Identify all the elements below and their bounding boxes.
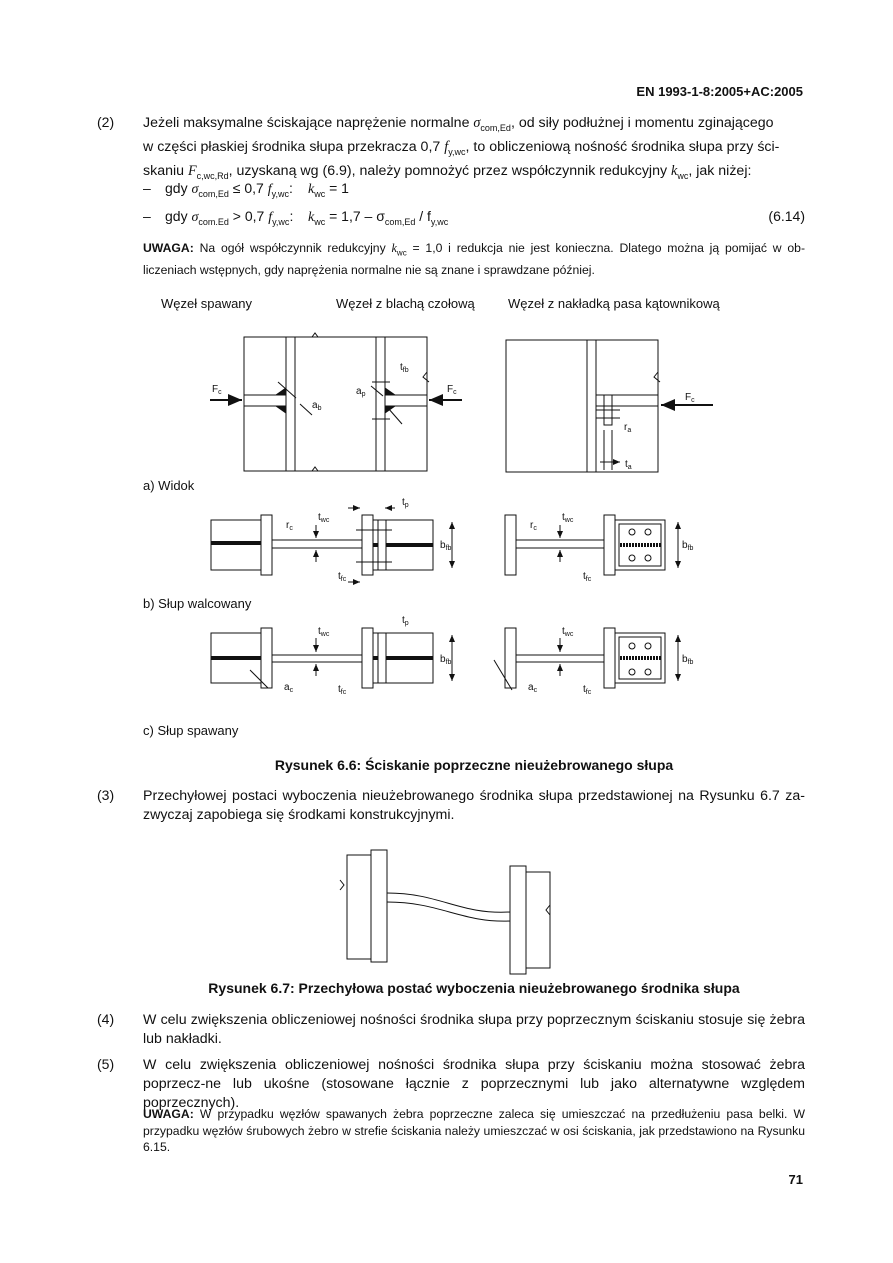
note-2: UWAGA: W przypadku węzłów spawanych żebra poprzeczne zaleca się umieszczać na przedłużeniu pasa belki. W przypadku węzłów śrubowych żebro w strefie ściskania należy umieszczać w osi ściskania, jak przedstawiono na Rysunku 6.15. <box>143 1107 805 1154</box>
svg-text:tfc: $t_{fc}$ <box>583 571 592 583</box>
para-3-text: Przechyłowej postaci wyboczenia nieużebrowanego środnika słupa przedstawionej na Rysunku 6.7 za-zwyczaj zapobiega się środkami konstrukcyjnymi. <box>143 788 805 823</box>
case-1: – gdy $\sigma_{com,Ed} \le 0,7$ $f_{y,wc}$: $k_{wc} = 1$ <box>143 180 349 199</box>
case-2: – gdy $\sigma_{com.Ed} > 0,7$ $f_{y,wc}$: $k_{wc} = 1,7 - \sigma_{com,Ed} / f_{y,wc}$ (6.14) <box>143 208 805 227</box>
svg-text:twc: $t_{wc}$ <box>318 512 330 524</box>
para-number: (2) <box>97 114 115 130</box>
fig66-col-title: Węzeł spawany <box>161 296 253 311</box>
svg-text:tp: $t_p$ <box>402 615 409 627</box>
svg-text:bfb: $b_{fb}$ <box>682 654 694 666</box>
svg-text:bfb: $b_{fb}$ <box>440 654 452 666</box>
figure-6-7-drawing <box>340 850 550 974</box>
para-5-text: W celu zwiększenia obliczeniowej nośności środnika słupa przy ściskaniu można stosować żebra poprzecz-ne lub ukośne (stosowane łącznie z poprzecznymi lub jako alternatywne względem poprzecznych). <box>143 1057 805 1111</box>
svg-text:twc: $t_{wc}$ <box>562 512 574 524</box>
svg-text:rc: $r_c$ <box>530 520 537 532</box>
svg-text:ac: $a_c$ <box>528 682 538 694</box>
svg-text:ab: $a_b$ <box>312 400 322 412</box>
svg-text:Fc: $F_c$ <box>447 384 457 396</box>
svg-text:ac: $a_c$ <box>284 682 294 694</box>
figure-6-6-caption: Rysunek 6.6: Ściskanie poprzeczne nieużebrowanego słupa <box>274 757 674 773</box>
svg-text:tfc: $t_{fc}$ <box>583 684 592 696</box>
para-4-text: W celu zwiększenia obliczeniowej nośności środnika słupa przy poprzecznym ściskaniu stosuje się żebra lub nakładki. <box>143 1012 805 1047</box>
svg-text:tfc: $t_{fc}$ <box>338 684 347 696</box>
fig66-col-title: Węzeł z nakładką pasa kątownikową <box>508 296 720 311</box>
svg-text:twc: $t_{wc}$ <box>318 626 330 638</box>
document-header: EN 1993-1-8:2005+AC:2005 <box>636 84 803 99</box>
svg-text:rc: $r_c$ <box>286 520 293 532</box>
svg-text:bfb: $b_{fb}$ <box>682 540 694 552</box>
para-number: (4) <box>97 1011 115 1027</box>
fig66-row-label: b) Słup walcowany <box>143 596 252 611</box>
svg-text:tfb: $t_{fb}$ <box>400 362 409 374</box>
fig66-col-title: Węzeł z blachą czołową <box>336 296 475 311</box>
para-number: (3) <box>97 787 115 803</box>
svg-text:tp: $t_p$ <box>402 497 409 509</box>
para-number: (5) <box>97 1056 115 1072</box>
svg-text:Fc: $F_c$ <box>212 384 222 396</box>
svg-text:tfc: $t_{fc}$ <box>338 571 347 583</box>
page-number: 71 <box>788 1172 803 1187</box>
svg-text:ta: $t_a$ <box>625 459 632 471</box>
fig66-row-label: a) Widok <box>143 478 195 493</box>
svg-text:twc: $t_{wc}$ <box>562 626 574 638</box>
note-1: UWAGA: Na ogół współczynnik redukcyjny $k_{wc} = 1,0$ i redukcja nie jest konieczna. Dlatego można ją pomijać w ob-liczeniach wstępnych, gdy naprężenia normalne nie są znane i sprawdzane później. <box>143 241 805 277</box>
svg-text:bfb: $b_{fb}$ <box>440 540 452 552</box>
svg-text:Fc: $F_c$ <box>685 392 695 404</box>
equation-number: (6.14) <box>768 208 805 224</box>
svg-text:ra: $r_a$ <box>624 422 632 434</box>
para-2-text: Jeżeli maksymalne ściskające naprężenie normalne $\sigma_{com,Ed}$, od siły podłużnej i momentu zginającego w części płaskiej środnika słupa przekracza 0,7 $f_{y,wc}$, to obliczeniową nośność środnika słupa przy ści- skaniu $F_{c,wc,Rd}$, uzyskaną wg (6.9), należy pomnożyć przez współczynnik redukcyjny $k_{wc}$, jak niżej: <box>143 115 780 181</box>
fig66-row-label: c) Słup spawany <box>143 723 239 738</box>
figure-6-7-caption: Rysunek 6.7: Przechyłowa postać wyboczenia nieużebrowanego środnika słupa <box>208 980 740 996</box>
svg-text:ap: $a_p$ <box>356 386 366 398</box>
